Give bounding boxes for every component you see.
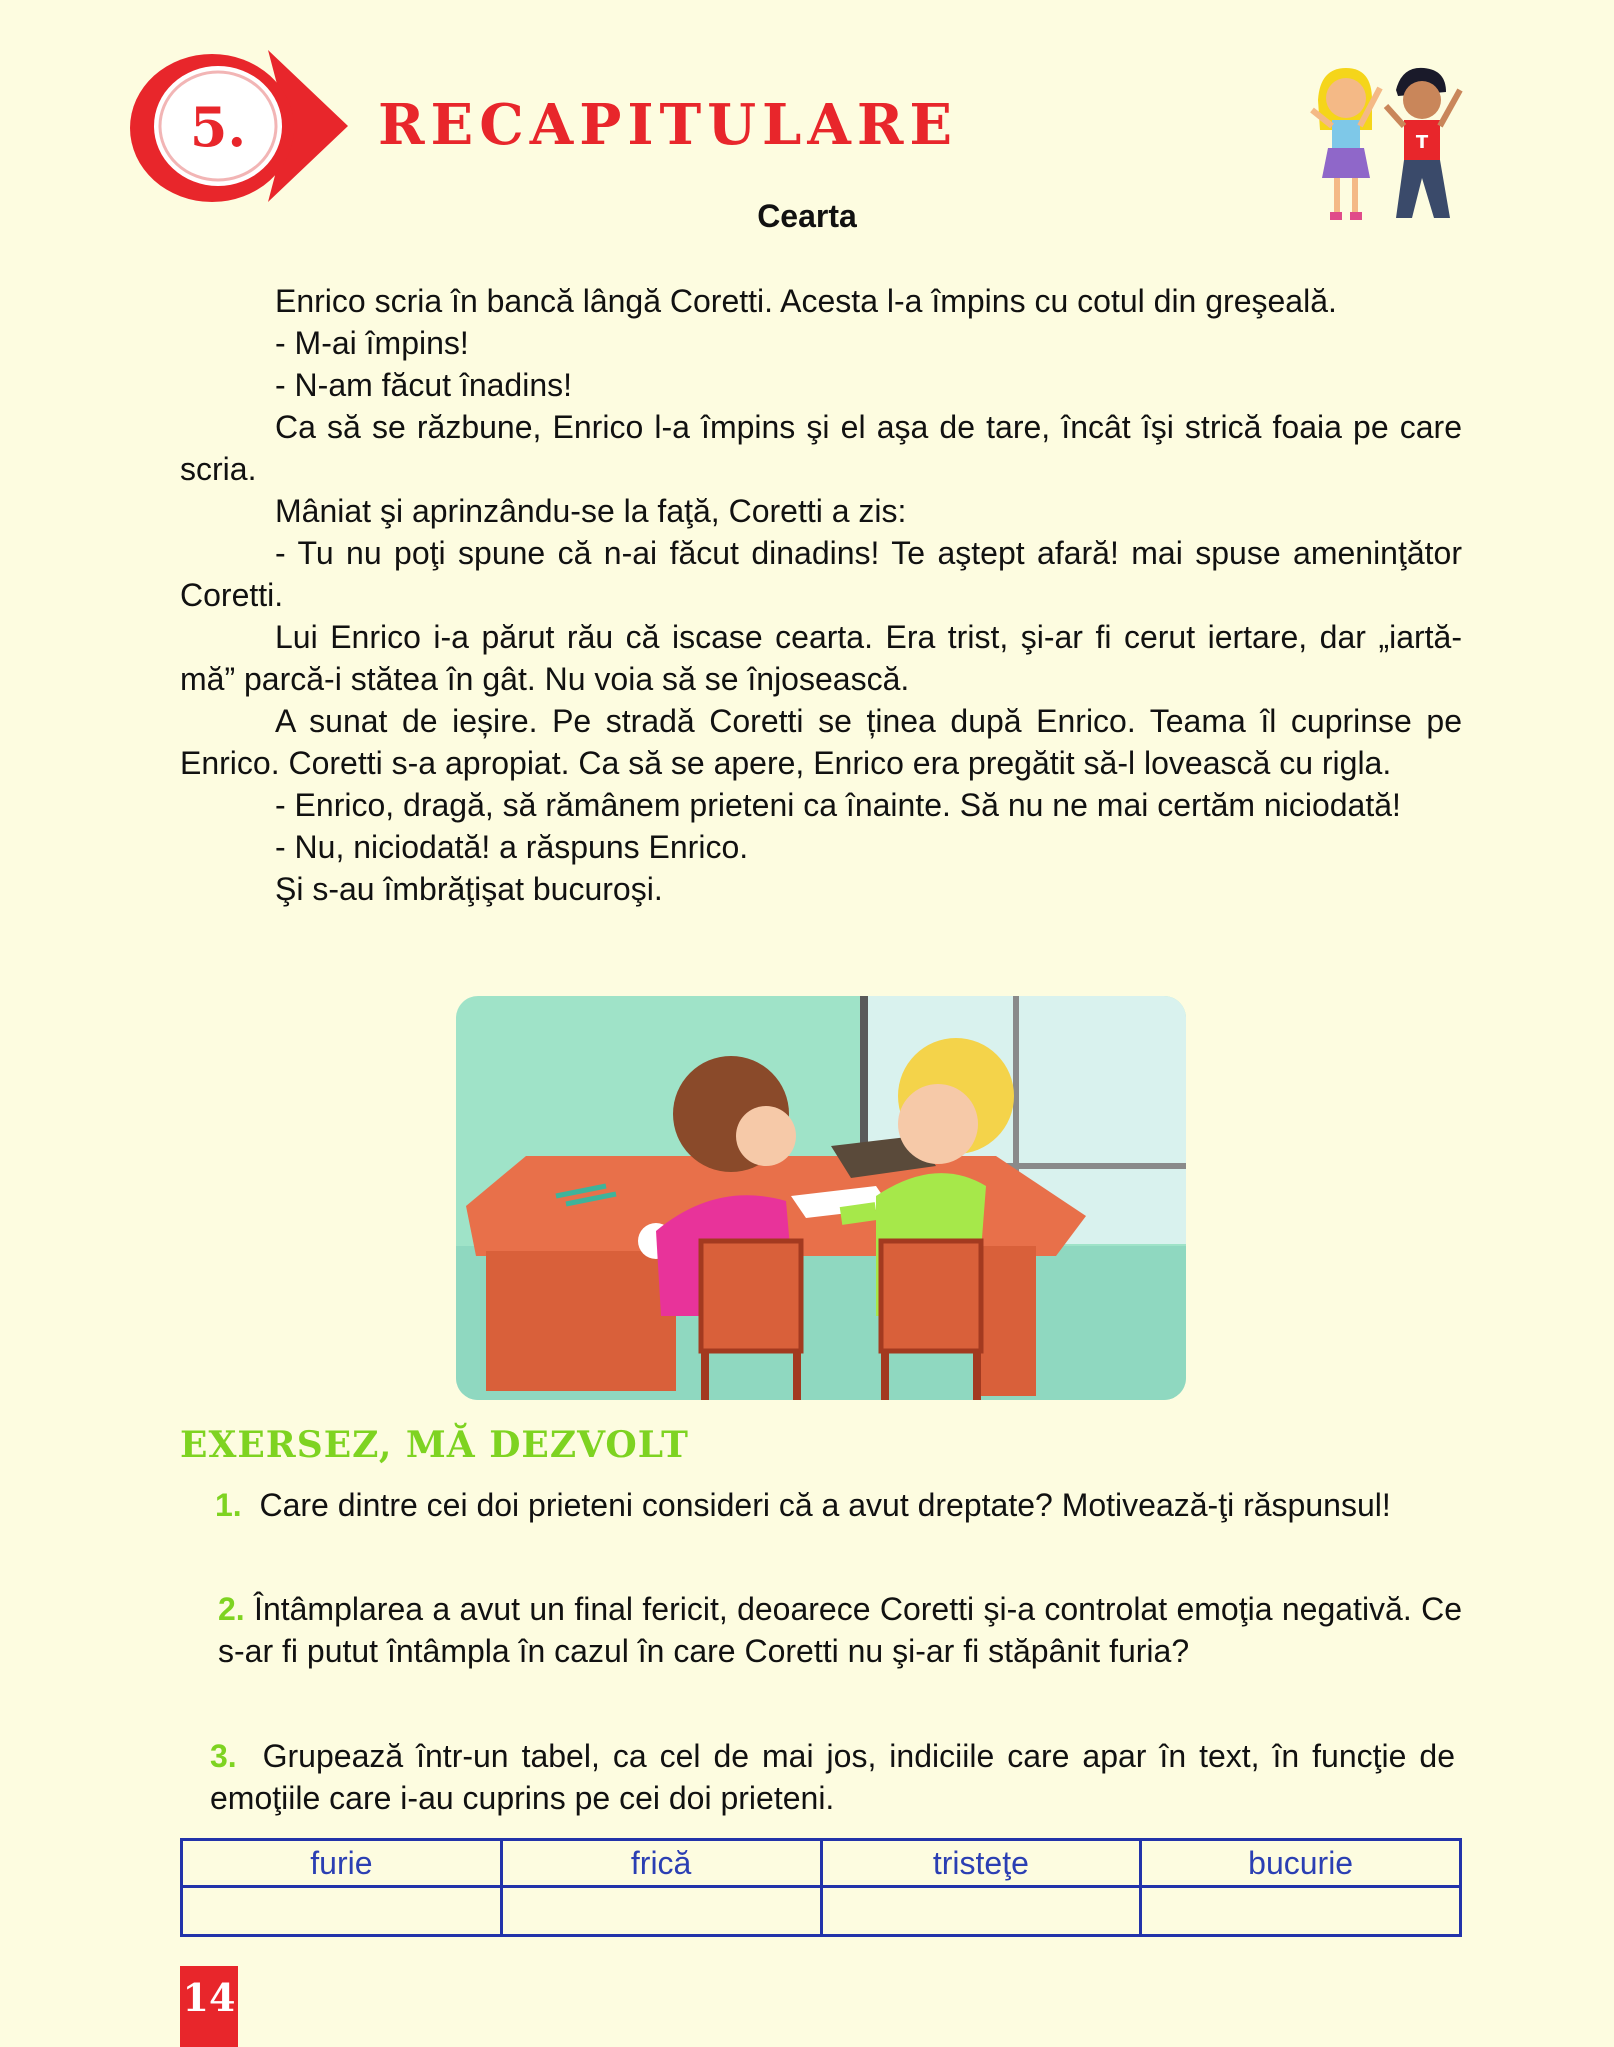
- story-paragraph: Lui Enrico i-a părut rău că iscase cearta. Era trist, şi-ar fi cerut iertare, dar „iartă-mă” parcă-i stătea în gât. Nu voia să se înjosească.: [180, 619, 1462, 697]
- story-paragraph: - N-am făcut înadins!: [275, 367, 572, 403]
- exercise-number: 3.: [210, 1738, 237, 1774]
- story-illustration: [456, 996, 1186, 1400]
- exercise-item: [215, 1484, 1462, 1526]
- story-paragraph: - Tu nu poţi spune că n-ai făcut dinadins! Te aştept afară! mai spuse ameninţător Coretti.: [180, 535, 1462, 613]
- chapter-number: 5.: [189, 95, 247, 159]
- story-paragraph: A sunat de ieșire. Pe stradă Coretti se ținea după Enrico. Teama îl cuprinse pe Enrico. Coretti s-a apropiat. Ca să se apere, Enrico era pregătit să-l lovească cu rigla.: [180, 703, 1462, 781]
- exercise-item: [218, 1588, 1462, 1672]
- emotions-table: [180, 1838, 1462, 1937]
- table-header-cell: bucurie: [1141, 1840, 1461, 1887]
- story-text: [180, 280, 1462, 910]
- story-paragraph: - Enrico, dragă, să rămânem prieteni ca înainte. Să nu ne mai certăm niciodată!: [275, 787, 1401, 823]
- exercise-text: Care dintre cei doi prieteni consideri că a avut dreptate? Motivează-ţi răspunsul!: [259, 1487, 1391, 1523]
- story-paragraph: - Nu, niciodată! a răspuns Enrico.: [275, 829, 749, 865]
- svg-text:T: T: [1415, 132, 1429, 153]
- story-paragraph: Şi s-au îmbrăţişat bucuroşi.: [275, 871, 663, 907]
- table-header-cell: frică: [501, 1840, 821, 1887]
- exercise-text: Grupează într-un tabel, ca cel de mai jos, indiciile care apar în text, în funcţie de emoţiile care i-au cuprins pe cei doi prieteni.: [210, 1738, 1456, 1816]
- story-paragraph: Mâniat şi aprinzându-se la faţă, Coretti a zis:: [275, 493, 907, 529]
- chapter-title: RECAPITULARE: [378, 92, 959, 158]
- table-empty-cell[interactable]: [182, 1887, 502, 1936]
- exercise-number: 1.: [215, 1487, 242, 1523]
- story-paragraph: - M-ai împins!: [275, 325, 469, 361]
- exercise-item: [210, 1735, 1455, 1819]
- table-header-cell: tristeţe: [821, 1840, 1141, 1887]
- table-header-cell: furie: [182, 1840, 502, 1887]
- exercise-text: Întâmplarea a avut un final fericit, deoarece Coretti şi-a controlat emoţia negativă. Ce s-ar fi putut întâmpla în cazul în care Coretti nu şi-ar fi stăpânit furia?: [218, 1591, 1463, 1669]
- chapter-badge: [128, 48, 358, 208]
- story-paragraph: Ca să se răzbune, Enrico l-a împins şi el aşa de tare, încât îşi strică foaia pe care scria.: [180, 409, 1462, 487]
- exercise-number: 2.: [218, 1591, 245, 1627]
- table-empty-cell[interactable]: [501, 1887, 821, 1936]
- exercises-heading: EXERSEZ, MĂ DEZVOLT: [180, 1424, 689, 1466]
- page-number: 14: [180, 1966, 238, 2047]
- table-empty-cell[interactable]: [821, 1887, 1141, 1936]
- story-title: Cearta: [757, 198, 857, 234]
- table-empty-cell[interactable]: [1141, 1887, 1461, 1936]
- story-paragraph: Enrico scria în bancă lângă Coretti. Acesta l-a împins cu cotul din greşeală.: [275, 283, 1337, 319]
